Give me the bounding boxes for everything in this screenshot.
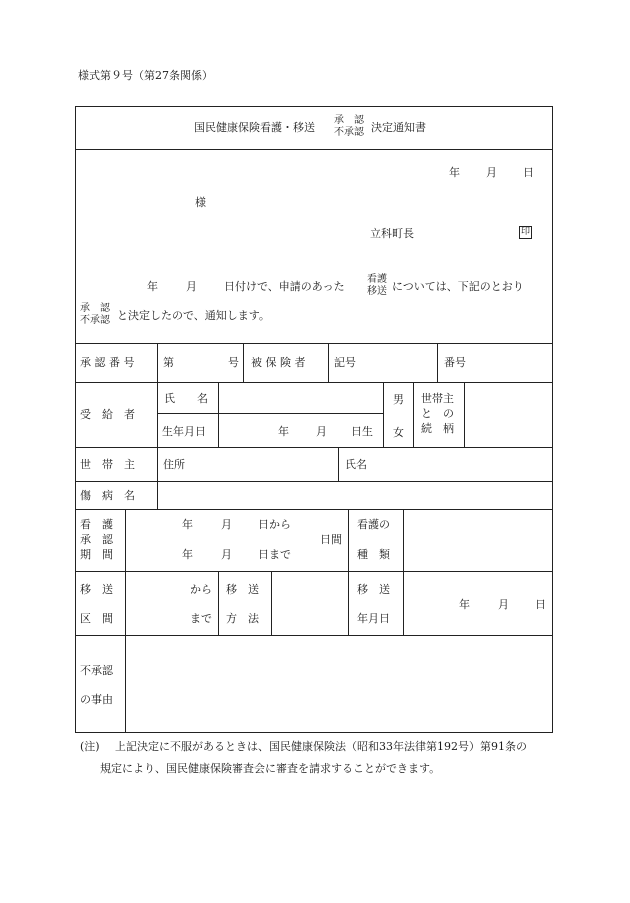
transfer-date-label-1: 移 送 xyxy=(357,583,390,596)
divider xyxy=(75,481,553,482)
approval-dai: 第 xyxy=(163,356,174,369)
dob-month: 月 xyxy=(316,425,327,438)
transfer-method-label-1: 移 送 xyxy=(226,583,259,596)
divider xyxy=(218,571,219,635)
disease-label: 傷 病 名 xyxy=(80,489,135,502)
divider xyxy=(413,382,414,447)
transfer-year: 年 xyxy=(459,598,470,611)
nursing-type-label-1: 看護の xyxy=(357,518,390,531)
body-month: 月 xyxy=(186,280,197,293)
divider xyxy=(348,509,349,635)
relation-label-2: と の xyxy=(421,407,454,420)
to-month: 月 xyxy=(221,548,232,561)
divider xyxy=(157,413,383,414)
approval-number-label: 承 認 番 号 xyxy=(80,356,135,369)
nursing-type-label-2: 種 類 xyxy=(357,548,390,561)
recipient-dob-label: 生年月日 xyxy=(162,425,206,438)
body-year: 年 xyxy=(147,280,158,293)
divider xyxy=(75,447,553,448)
note-prefix: (注) xyxy=(80,740,100,753)
title-disapprove: 不承認 xyxy=(334,127,364,138)
divider xyxy=(243,343,244,382)
transfer-section-label-2: 区 間 xyxy=(80,612,113,625)
form-table xyxy=(75,106,553,733)
transfer-to: まで xyxy=(190,612,212,625)
issuer: 立科町長 xyxy=(370,227,414,240)
insured-label: 被 保 険 者 xyxy=(251,356,306,369)
transfer-method-label-2: 方 法 xyxy=(226,612,259,625)
divider xyxy=(328,343,329,382)
divider xyxy=(271,571,272,635)
body-kango: 看護 xyxy=(367,274,387,285)
date-year: 年 xyxy=(449,166,460,179)
transfer-day: 日 xyxy=(535,598,546,611)
body-line1-end: については、下記のとおり xyxy=(392,280,524,293)
body-approve: 承 認 xyxy=(80,303,110,314)
relation-label-3: 続 柄 xyxy=(421,422,454,435)
divider xyxy=(75,382,553,383)
divider xyxy=(383,382,384,447)
insured-symbol: 記号 xyxy=(334,356,356,369)
approval-go: 号 xyxy=(228,356,239,369)
divider xyxy=(157,343,158,509)
body-line2-end: と決定したので、通知します。 xyxy=(117,309,270,322)
form-number: 様式第９号（第27条関係） xyxy=(78,69,213,82)
divider xyxy=(75,509,553,510)
date-day: 日 xyxy=(523,166,534,179)
title-approve: 承 認 xyxy=(334,115,364,126)
reason-label-2: の事由 xyxy=(80,693,113,706)
divider xyxy=(437,343,438,382)
nursing-label-1: 看 護 xyxy=(80,518,113,531)
body-day-line: 日付けで、申請のあった xyxy=(224,280,345,293)
transfer-section-label-1: 移 送 xyxy=(80,583,113,596)
reason-label-1: 不承認 xyxy=(80,664,113,677)
divider xyxy=(75,343,553,344)
sex-female: 女 xyxy=(393,426,404,439)
from-month: 月 xyxy=(221,518,232,531)
note-line-1: 上記決定に不服があるときは、国民健康保険法（昭和33年法律第192号）第91条の xyxy=(115,740,527,753)
divider xyxy=(403,509,404,635)
body-isou: 移送 xyxy=(367,286,387,297)
divider xyxy=(464,382,465,447)
from-suffix: 日から xyxy=(258,518,291,531)
household-head-label: 世 帯 主 xyxy=(80,458,135,471)
household-address-label: 住所 xyxy=(163,458,185,471)
divider xyxy=(75,571,553,572)
date-month: 月 xyxy=(486,166,497,179)
to-suffix: 日まで xyxy=(258,548,291,561)
title-prefix: 国民健康保険看護・移送 xyxy=(194,121,315,134)
transfer-month: 月 xyxy=(498,598,509,611)
title-suffix: 決定通知書 xyxy=(371,121,426,134)
days-suffix: 日間 xyxy=(320,533,342,546)
recipient-label: 受 給 者 xyxy=(80,408,135,421)
household-name-label: 氏名 xyxy=(345,458,367,471)
dob-day: 日生 xyxy=(351,425,373,438)
recipient-name-label: 氏 名 xyxy=(164,392,208,405)
insured-number: 番号 xyxy=(444,356,466,369)
divider xyxy=(75,149,553,150)
divider xyxy=(338,447,339,481)
to-year: 年 xyxy=(182,548,193,561)
from-year: 年 xyxy=(182,518,193,531)
seal-mark: 印 xyxy=(520,227,530,237)
addressee-suffix: 様 xyxy=(195,196,206,209)
dob-year: 年 xyxy=(278,425,289,438)
transfer-from: から xyxy=(190,583,212,596)
divider xyxy=(75,635,553,636)
divider xyxy=(218,382,219,447)
sex-male: 男 xyxy=(393,393,404,406)
relation-label-1: 世帯主 xyxy=(421,392,454,405)
note-line-2: 規定により、国民健康保険審査会に審査を請求することができます。 xyxy=(100,762,441,775)
transfer-date-label-2: 年月日 xyxy=(357,612,390,625)
nursing-label-3: 期 間 xyxy=(80,548,113,561)
divider xyxy=(125,509,126,733)
body-disapprove: 不承認 xyxy=(80,315,110,326)
nursing-label-2: 承 認 xyxy=(80,533,113,546)
